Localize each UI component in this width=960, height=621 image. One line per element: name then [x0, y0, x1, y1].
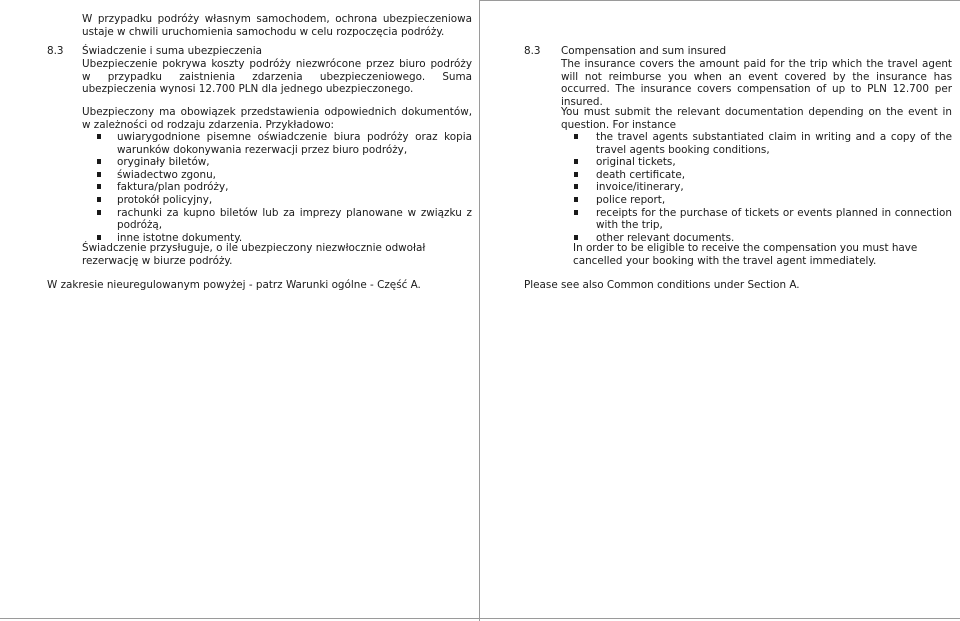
bullet-icon — [97, 134, 101, 139]
bullet-icon — [574, 235, 578, 240]
bullet-icon — [97, 210, 101, 215]
right-document-list — [596, 131, 952, 244]
list-item — [596, 156, 952, 169]
left-coverage: Ubezpieczenie pokrywa koszty podróży niezwrócone przez biuro podróży w przypadku zaistnienia zdarzenia ubezpieczeniowego. Suma ubezpieczenia wynosi 12.700 PLN dla jednego ubezpieczonego. — [82, 58, 472, 96]
left-intro: W przypadku podróży własnym samochodem, ochrona ubezpieczeniowa ustaje w chwili uruchomienia samochodu w celu rozpoczęcia podróży. — [82, 13, 472, 38]
list-item-text: faktura/plan podróży, — [117, 181, 229, 194]
left-documents-intro: Ubezpieczony ma obowiązek przedstawienia odpowiednich dokumentów, w zależności od rodzaju zdarzenia. Przykładowo: — [82, 106, 472, 131]
list-item-text: rachunki za kupno biletów lub za imprezy planowane w związku z podróżą, — [117, 206, 472, 232]
list-item-text: świadectwo zgonu, — [117, 168, 216, 181]
bullet-icon — [97, 184, 101, 189]
right-footer: Please see also Common conditions under Section A. — [524, 279, 800, 291]
bullet-icon — [574, 159, 578, 164]
list-item — [117, 169, 472, 182]
bullet-icon — [97, 197, 101, 202]
bullet-icon — [574, 134, 578, 139]
list-item-text: inne istotne dokumenty. — [117, 231, 243, 244]
left-condition: Świadczenie przysługuje, o ile ubezpieczony niezwłocznie odwołał rezerwację w biurze podróży. — [82, 242, 426, 267]
top-rule — [479, 0, 960, 1]
bullet-icon — [97, 172, 101, 177]
list-item — [596, 131, 952, 156]
list-item — [117, 207, 472, 232]
right-section-number: 8.3 — [524, 45, 541, 57]
left-section-title: Świadczenie i suma ubezpieczenia — [82, 45, 262, 57]
left-section-number: 8.3 — [47, 45, 64, 57]
left-document-list — [117, 131, 472, 244]
list-item — [117, 131, 472, 156]
list-item-text: police report, — [596, 193, 666, 206]
list-item — [117, 194, 472, 207]
list-item — [596, 207, 952, 232]
list-item — [596, 194, 952, 207]
list-item — [596, 181, 952, 194]
list-item-text: oryginały biletów, — [117, 156, 210, 169]
bullet-icon — [574, 210, 578, 215]
list-item-text: invoice/itinerary, — [596, 181, 684, 194]
bullet-icon — [574, 197, 578, 202]
right-section-title: Compensation and sum insured — [561, 45, 727, 57]
list-item — [596, 169, 952, 182]
list-item — [117, 156, 472, 169]
bullet-icon — [574, 184, 578, 189]
list-item-text: the travel agents substantiated claim in writing and a copy of the travel agents booking conditions, — [596, 131, 952, 156]
list-item-text: other relevant documents. — [596, 231, 735, 244]
list-item-text: death certificate, — [596, 168, 686, 181]
column-divider — [479, 0, 480, 621]
list-item-text: original tickets, — [596, 156, 676, 169]
left-footer: W zakresie nieuregulowanym powyżej - patrz Warunki ogólne - Część A. — [47, 279, 421, 291]
list-item-text: uwiarygodnione pisemne oświadczenie biura podróży oraz kopia warunków dokonywania rezerwacji przez biuro podróży, — [117, 131, 472, 156]
list-item — [117, 181, 472, 194]
list-item-text: receipts for the purchase of tickets or events planned in connection with the trip, — [596, 206, 952, 232]
list-item-text: protokół policyjny, — [117, 193, 213, 206]
bullet-icon — [574, 172, 578, 177]
right-condition: In order to be eligible to receive the compensation you must have cancelled your booking with the travel agent immediately. — [573, 242, 918, 267]
right-coverage: The insurance covers the amount paid for the trip which the travel agent will not reimburse you when an event covered by the insurance has occurred. The insurance covers compensation of up to PLN 12.700 per insured. — [561, 58, 952, 108]
bottom-rule — [0, 618, 960, 619]
bullet-icon — [97, 235, 101, 240]
bullet-icon — [97, 159, 101, 164]
right-documents-intro: You must submit the relevant documentation depending on the event in question. For instance — [561, 106, 952, 131]
